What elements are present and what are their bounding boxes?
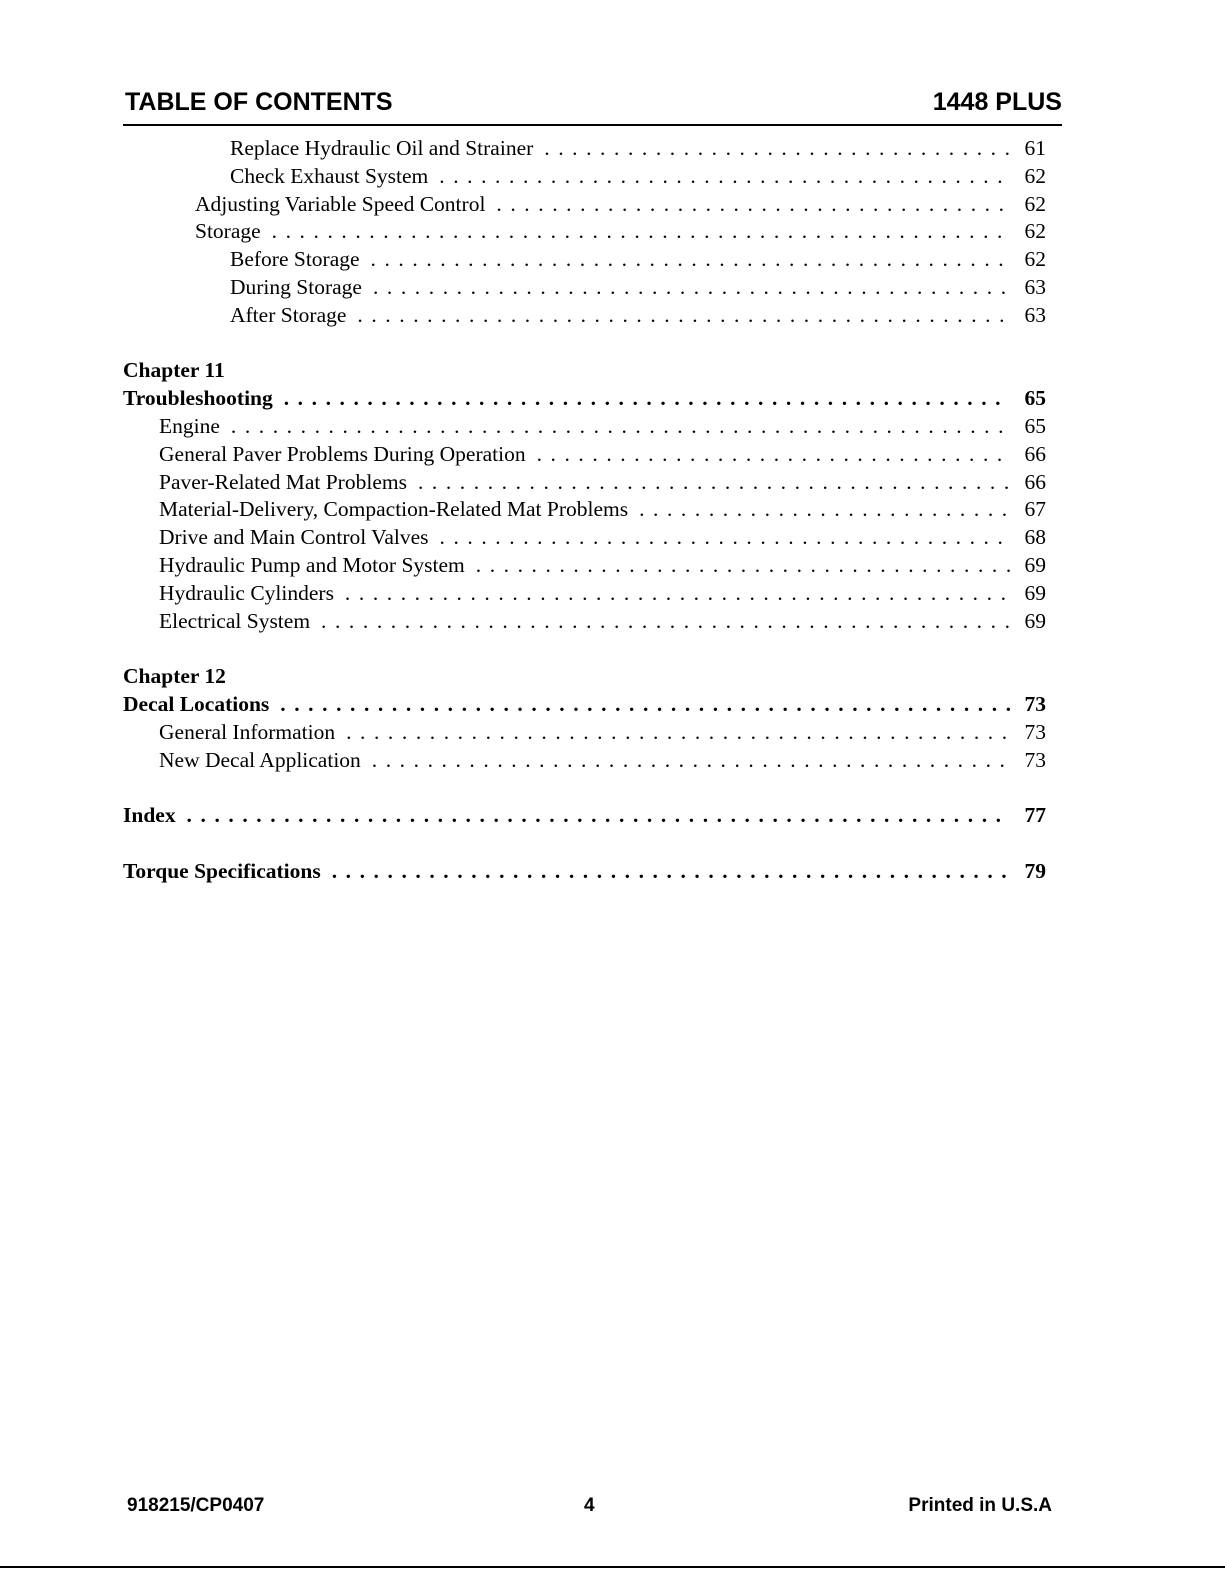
toc-entry-title: New Decal Application <box>159 748 365 772</box>
toc-entry-title: General Paver Problems During Operation <box>159 442 530 466</box>
toc-entry-title: Torque Specifications <box>123 859 325 883</box>
toc-entry[interactable] <box>123 218 1046 246</box>
toc-entry-page: 63 <box>1010 274 1046 302</box>
toc-entry[interactable] <box>123 469 1046 497</box>
toc-entry-page: 62 <box>1010 246 1046 274</box>
toc-entry[interactable] <box>123 719 1046 747</box>
page-header <box>123 86 1062 126</box>
toc-entry[interactable] <box>123 413 1046 441</box>
toc-entry-title: Replace Hydraulic Oil and Strainer <box>230 136 537 160</box>
toc-entry[interactable] <box>123 274 1046 302</box>
header-title: TABLE OF CONTENTS <box>125 88 393 116</box>
chapter-label: Chapter 11 <box>123 358 225 383</box>
toc-entry-page: 79 <box>1010 858 1046 886</box>
toc-entry-page: 62 <box>1010 191 1046 219</box>
page-footer <box>127 1495 1052 1521</box>
toc-entry-page: 62 <box>1010 218 1046 246</box>
toc-entry-page: 65 <box>1010 413 1046 441</box>
toc-torque-entry[interactable] <box>123 858 1046 886</box>
toc-entry-page: 67 <box>1010 496 1046 524</box>
toc-entry[interactable] <box>123 302 1046 330</box>
toc-entry-page: 73 <box>1010 747 1046 775</box>
toc-entry-title: Check Exhaust System <box>230 164 432 188</box>
toc-entry[interactable] <box>123 580 1046 608</box>
footer-printed: Printed in U.S.A <box>908 1495 1052 1516</box>
toc-entry-page: 73 <box>1010 691 1046 719</box>
toc-entry[interactable] <box>123 135 1046 163</box>
toc-entry-page: 63 <box>1010 302 1046 330</box>
toc-entry-title: Hydraulic Cylinders <box>159 581 338 605</box>
toc-chapter-entry[interactable] <box>123 691 1046 719</box>
toc-entry-page: 66 <box>1010 441 1046 469</box>
spacer <box>123 830 1046 858</box>
toc-entry[interactable] <box>123 163 1046 191</box>
toc-entry[interactable] <box>123 441 1046 469</box>
toc-entry-title: Index <box>123 803 180 827</box>
toc-entry-page: 69 <box>1010 580 1046 608</box>
toc-entry-title: Troubleshooting <box>123 386 277 410</box>
toc-entry-page: 65 <box>1010 385 1046 413</box>
table-of-contents <box>123 135 1046 886</box>
toc-entry[interactable] <box>123 496 1046 524</box>
toc-chapter-entry[interactable] <box>123 385 1046 413</box>
toc-entry-page: 73 <box>1010 719 1046 747</box>
toc-entry-title: Before Storage <box>230 247 364 271</box>
toc-entry-title: Paver-Related Mat Problems <box>159 470 411 494</box>
toc-entry-page: 61 <box>1010 135 1046 163</box>
toc-entry[interactable] <box>123 191 1046 219</box>
spacer <box>123 635 1046 663</box>
toc-entry-title: Electrical System <box>159 609 314 633</box>
toc-entry-title: During Storage <box>230 275 366 299</box>
toc-index-entry[interactable] <box>123 802 1046 830</box>
toc-entry-page: 62 <box>1010 163 1046 191</box>
toc-entry-title: Adjusting Variable Speed Control <box>195 192 489 216</box>
toc-entry-page: 66 <box>1010 469 1046 497</box>
toc-entry[interactable] <box>123 246 1046 274</box>
toc-entry-page: 77 <box>1010 802 1046 830</box>
bottom-rule <box>0 1566 1225 1568</box>
toc-entry[interactable] <box>123 608 1046 636</box>
toc-entry-title: Decal Locations <box>123 692 273 716</box>
toc-entry-page: 69 <box>1010 608 1046 636</box>
toc-entry-title: Material-Delivery, Compaction-Related Mat Problems <box>159 497 632 521</box>
toc-entry[interactable] <box>123 747 1046 775</box>
spacer <box>123 774 1046 802</box>
toc-entry[interactable] <box>123 552 1046 580</box>
toc-entry-title: General Information <box>159 720 339 744</box>
chapter-label: Chapter 12 <box>123 664 226 689</box>
footer-page-number: 4 <box>584 1495 595 1516</box>
toc-entry-page: 69 <box>1010 552 1046 580</box>
spacer <box>123 330 1046 358</box>
toc-entry-page: 68 <box>1010 524 1046 552</box>
toc-entry-title: Hydraulic Pump and Motor System <box>159 553 469 577</box>
toc-entry[interactable] <box>123 524 1046 552</box>
header-model: 1448 PLUS <box>932 88 1062 116</box>
toc-entry-title: Engine <box>159 414 224 438</box>
toc-entry-title: Storage <box>195 219 265 243</box>
toc-entry-title: After Storage <box>230 303 350 327</box>
footer-doc-number: 918215/CP0407 <box>127 1495 265 1516</box>
toc-entry-title: Drive and Main Control Valves <box>159 525 433 549</box>
